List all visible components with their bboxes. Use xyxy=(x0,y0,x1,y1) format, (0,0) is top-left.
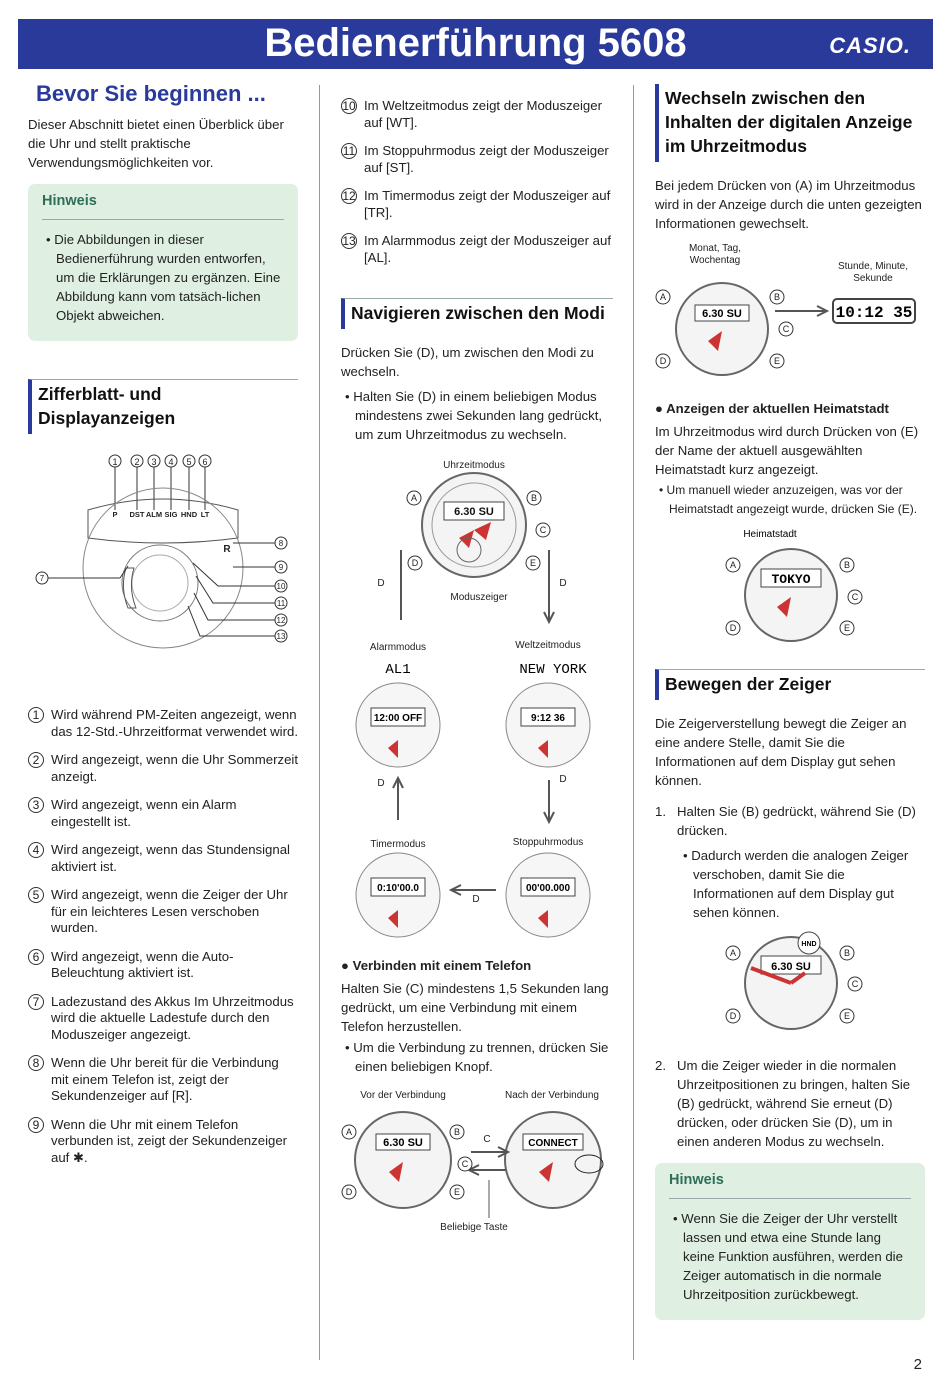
svg-text:ALM: ALM xyxy=(145,510,163,519)
note-text: • Die Abbildungen in dieser Bedienerführung wurden entworfen, um die Erklärungen zu ergänzen. Eine Abbildung kann vom tatsäch-lichen Objekt abweichen. xyxy=(42,230,284,325)
svg-text:12: 12 xyxy=(276,616,286,625)
svg-text:D: D xyxy=(729,1011,737,1021)
svg-text:B: B xyxy=(530,493,538,503)
svg-text:D: D xyxy=(345,1187,353,1197)
svg-text:Nach der Verbindung: Nach der Verbindung xyxy=(505,1090,599,1101)
hand-shift-diagram xyxy=(655,928,925,1038)
note-box xyxy=(655,1163,925,1320)
list-item: 4 Wird angezeigt, wenn das Stundensignal aktiviert ist. xyxy=(28,842,298,875)
svg-text:C: C xyxy=(782,324,790,334)
step-item: 2. Um die Zeiger wieder in die normalen Uhrzeitpositionen zu bringen, halten Sie (B) gedrückt, während Sie erneut (D) drücken, oder drücken Sie (D), um in einen anderen Modus zu wechseln. xyxy=(655,1058,911,1149)
svg-text:Stunde, Minute,: Stunde, Minute, xyxy=(837,261,909,272)
bullet: • Halten Sie (D) in einem beliebigen Modus mindestens zwei Sekunden lang gedrückt, um zum Uhrzeitmodus zu wechseln. xyxy=(341,387,613,444)
svg-text:0:10'00.0: 0:10'00.0 xyxy=(377,883,419,894)
svg-text:HND: HND xyxy=(801,941,817,948)
svg-text:CONNECT: CONNECT xyxy=(528,1138,578,1149)
svg-text:11: 11 xyxy=(276,599,286,608)
list-item: 13 Im Alarmmodus zeigt der Moduszeiger auf [AL]. xyxy=(342,233,612,265)
list-item: 2 Wird angezeigt, wenn die Uhr Sommerzeit anzeigt. xyxy=(28,752,298,785)
svg-text:E: E xyxy=(529,558,537,568)
note-text: • Wenn Sie die Zeiger der Uhr verstellt lassen und etwa eine Stunde lang keine Funktion ausführen, werden die Zeiger automatisch in die normale Uhrzeitposition zurückbewegt. xyxy=(669,1209,911,1304)
svg-text:A: A xyxy=(345,1127,353,1137)
list-item: 3 Wird angezeigt, wenn ein Alarm eingestellt ist. xyxy=(28,797,298,830)
svg-text:P: P xyxy=(112,510,118,519)
display-switch-diagram xyxy=(655,239,925,379)
svg-text:Vor der Verbindung: Vor der Verbindung xyxy=(360,1090,446,1101)
svg-text:8: 8 xyxy=(278,539,284,548)
note-title: Hinweis xyxy=(42,192,284,220)
svg-text:Wochentag: Wochentag xyxy=(689,255,741,266)
indicator-list xyxy=(28,707,298,1166)
bullet: • Um manuell wieder anzuzeigen, was vor der Heimatstadt angezeigt wurde, drücken Sie (E). xyxy=(655,481,925,519)
svg-text:6: 6 xyxy=(202,457,208,467)
svg-text:9:12 36: 9:12 36 xyxy=(531,713,565,724)
svg-text:D: D xyxy=(659,356,667,366)
svg-text:Beliebige Taste: Beliebige Taste xyxy=(440,1222,508,1232)
svg-text:B: B xyxy=(453,1127,461,1137)
list-item: 5 Wird angezeigt, wenn die Zeiger der Uhr für ein leichteres Lesen verschoben wurden. xyxy=(28,887,298,937)
mode-navigation-diagram xyxy=(341,450,613,950)
list-item: 12 Im Timermodus zeigt der Moduszeiger auf [TR]. xyxy=(342,188,611,220)
paragraph: Die Zeigerverstellung bewegt die Zeiger an eine andere Stelle, damit Sie die Informationen auf dem Display gut sehen können. xyxy=(655,716,907,788)
column-divider xyxy=(319,85,320,1360)
svg-text:Monat, Tag,: Monat, Tag, xyxy=(688,243,742,254)
svg-text:Heimatstadt: Heimatstadt xyxy=(743,529,797,540)
svg-text:E: E xyxy=(453,1187,461,1197)
column-1 xyxy=(28,81,299,1178)
svg-text:NEW YORK: NEW YORK xyxy=(519,662,587,678)
svg-text:Timermodus: Timermodus xyxy=(370,839,426,850)
svg-text:10: 10 xyxy=(276,582,286,591)
svg-text:D: D xyxy=(377,578,385,589)
svg-text:4: 4 xyxy=(168,457,174,467)
list-item: 10 Im Weltzeitmodus zeigt der Moduszeiger auf [WT]. xyxy=(342,98,602,130)
bullet: • Um die Verbindung zu trennen, drücken Sie einen beliebigen Knopf. xyxy=(341,1038,613,1076)
column-2 xyxy=(341,98,613,1238)
paragraph: Drücken Sie (D), um zwischen den Modi zu wechseln. xyxy=(341,345,594,379)
section-title: Bewegen der Zeiger xyxy=(655,669,925,700)
svg-text:C: C xyxy=(483,1134,491,1145)
svg-text:D: D xyxy=(559,774,567,785)
paragraph: Im Uhrzeitmodus wird durch Drücken von (E) der Name der aktuell ausgewählten Heimatstadt kurz angezeigt. xyxy=(655,424,919,477)
home-city-diagram xyxy=(655,525,925,645)
phone-connection-diagram xyxy=(341,1082,613,1232)
svg-text:C: C xyxy=(539,525,547,535)
svg-text:6.30 SU: 6.30 SU xyxy=(454,506,494,518)
svg-text:B: B xyxy=(773,292,781,302)
list-item: 1 Wird während PM-Zeiten angezeigt, wenn das 12-Std.-Uhrzeitformat verwendet wird. xyxy=(28,707,298,740)
header-banner xyxy=(18,19,933,69)
svg-text:DST: DST xyxy=(129,510,145,519)
intro-text: Dieser Abschnitt bietet einen Überblick über die Uhr und stellt praktische Verwendungsmöglichkeiten vor. xyxy=(28,117,284,170)
svg-text:B: B xyxy=(843,948,851,958)
list-item: 11 Im Stoppuhrmodus zeigt der Moduszeiger auf [ST]. xyxy=(342,143,609,175)
svg-text:13: 13 xyxy=(276,632,286,641)
list-item: 8 Wenn die Uhr bereit für die Verbindung mit einem Telefon ist, zeigt der Sekundenzeiger auf [R]. xyxy=(28,1055,298,1105)
note-box xyxy=(28,184,298,341)
subheading: ● Anzeigen der aktuellen Heimatstadt xyxy=(655,399,925,418)
svg-text:3: 3 xyxy=(151,457,157,467)
section-title: Navigieren zwischen den Modi xyxy=(341,298,613,329)
paragraph: Bei jedem Drücken von (A) im Uhrzeitmodus wird in der Anzeige durch die unten gezeigten Informationen gewechselt. xyxy=(655,178,922,231)
list-item: 7 Ladezustand des Akkus Im Uhrzeitmodus wird die aktuelle Ladestufe durch den Moduszeiger angezeigt. xyxy=(28,994,298,1044)
column-divider xyxy=(633,85,634,1360)
svg-text:Alarmmodus: Alarmmodus xyxy=(369,642,427,653)
svg-text:6.30 SU: 6.30 SU xyxy=(702,308,742,320)
svg-text:E: E xyxy=(843,623,851,633)
section-title: Wechseln zwischen den Inhalten der digitalen Anzeige im Uhrzeitmodus xyxy=(655,84,925,162)
section-title: Bevor Sie beginnen ... xyxy=(36,81,266,106)
svg-text:12:00 OFF: 12:00 OFF xyxy=(373,713,423,724)
svg-text:A: A xyxy=(729,948,737,958)
svg-text:C: C xyxy=(461,1159,469,1169)
page-title: Bedienerführung 5608 xyxy=(264,21,687,65)
svg-text:C: C xyxy=(851,592,859,602)
svg-text:A: A xyxy=(659,292,667,302)
svg-text:10:12 35: 10:12 35 xyxy=(835,304,913,322)
step-item: 1. Halten Sie (B) gedrückt, während Sie (D) drücken. xyxy=(655,804,916,838)
svg-text:D: D xyxy=(377,778,385,789)
svg-text:Weltzeitmodus: Weltzeitmodus xyxy=(515,640,581,651)
svg-text:Uhrzeitmodus: Uhrzeitmodus xyxy=(443,460,505,471)
list-item: 6 Wird angezeigt, wenn die Auto-Beleuchtung aktiviert ist. xyxy=(28,949,298,982)
svg-text:AL1: AL1 xyxy=(385,662,411,678)
subheading: ● Verbinden mit einem Telefon xyxy=(341,956,613,975)
svg-text:Stoppuhrmodus: Stoppuhrmodus xyxy=(512,837,584,848)
svg-text:HND: HND xyxy=(180,510,198,519)
svg-text:Sekunde: Sekunde xyxy=(853,273,893,284)
svg-text:Moduszeiger: Moduszeiger xyxy=(450,592,508,603)
watch-face-diagram xyxy=(28,448,298,693)
svg-text:6.30 SU: 6.30 SU xyxy=(383,1137,423,1149)
svg-text:7: 7 xyxy=(39,574,45,583)
note-title: Hinweis xyxy=(669,1171,911,1199)
section-title: Zifferblatt- und Displayanzeigen xyxy=(28,379,298,434)
svg-text:6.30 SU: 6.30 SU xyxy=(771,961,811,973)
page-number: 2 xyxy=(913,1356,922,1373)
svg-text:1: 1 xyxy=(112,457,118,467)
svg-text:C: C xyxy=(851,979,859,989)
svg-text:TOKYO: TOKYO xyxy=(771,572,811,587)
svg-text:R: R xyxy=(223,544,231,555)
paragraph: Halten Sie (C) mindestens 1,5 Sekunden lang gedrückt, um eine Verbindung mit einem Telefon herzustellen. xyxy=(341,981,609,1034)
svg-text:5: 5 xyxy=(186,457,192,467)
brand-logo: CASIO. xyxy=(829,33,911,58)
svg-text:E: E xyxy=(773,356,781,366)
svg-text:D: D xyxy=(472,894,480,905)
svg-text:A: A xyxy=(410,493,418,503)
svg-text:D: D xyxy=(559,578,567,589)
svg-text:E: E xyxy=(843,1011,851,1021)
svg-text:00'00.000: 00'00.000 xyxy=(525,883,571,894)
svg-text:2: 2 xyxy=(134,457,140,467)
svg-text:D: D xyxy=(729,623,737,633)
svg-text:B: B xyxy=(843,560,851,570)
column-3 xyxy=(655,84,925,1320)
svg-text:SIG: SIG xyxy=(164,510,178,519)
bullet: • Dadurch werden die analogen Zeiger verschoben, damit Sie die Informationen auf dem Display gut sehen können. xyxy=(679,846,925,922)
svg-text:9: 9 xyxy=(278,563,284,572)
svg-text:D: D xyxy=(411,558,419,568)
list-item: 9 Wenn die Uhr mit einem Telefon verbunden ist, zeigt der Sekundenzeiger auf ✱. xyxy=(28,1117,298,1167)
svg-text:LT: LT xyxy=(200,510,210,519)
svg-text:A: A xyxy=(729,560,737,570)
